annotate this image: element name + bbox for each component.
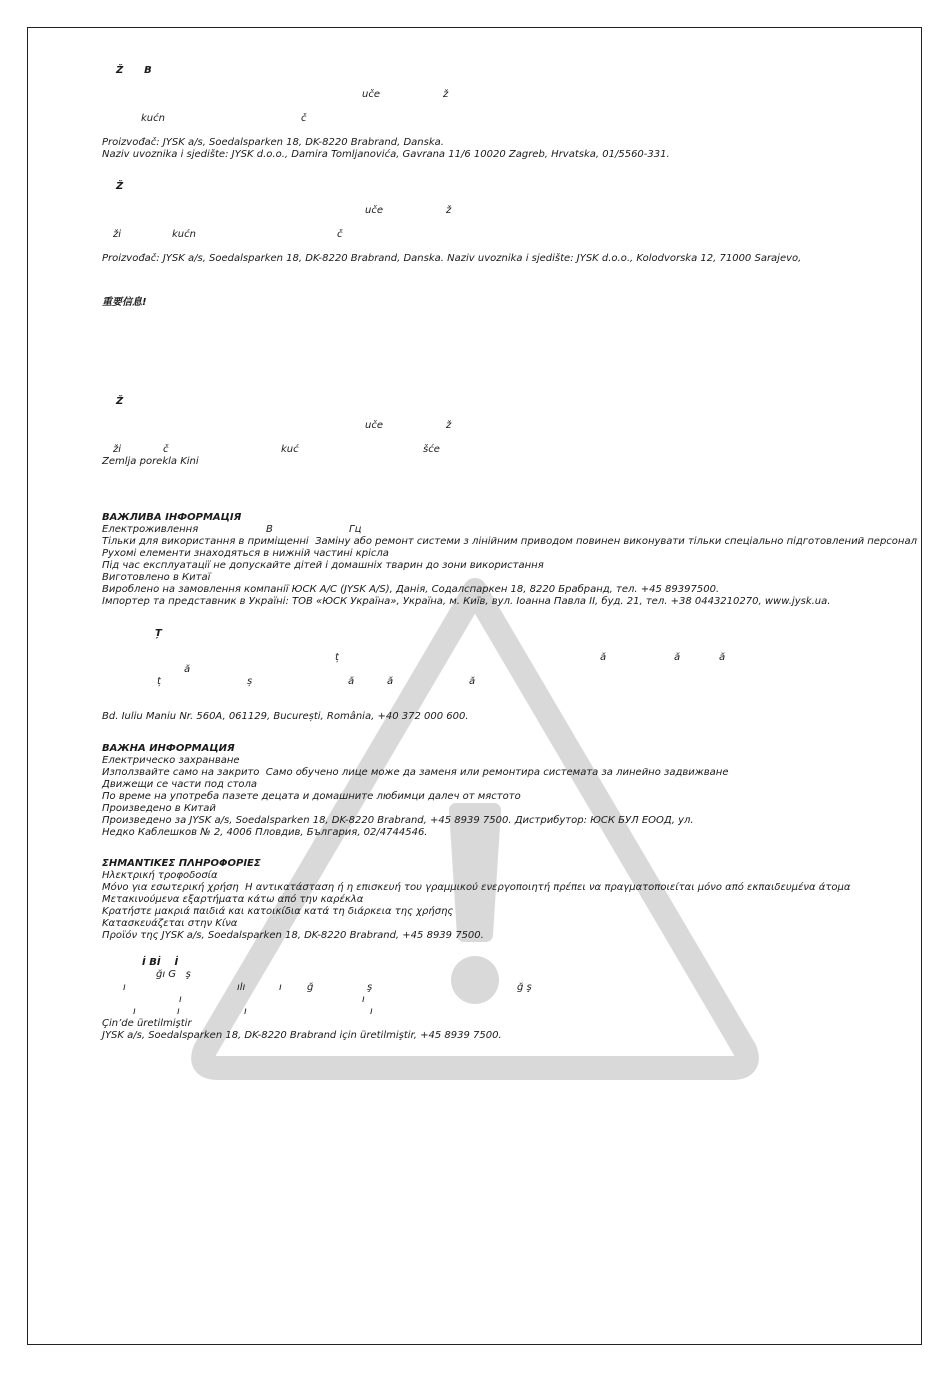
ro-heading: Ț	[155, 628, 162, 639]
el-line: Μόνο για εσωτερική χρήση Η αντικατάσταση ή η επισκευή του γραμμικού ενεργοποιητή πρέπει να πραγματοποιείται μόνο από εκπαιδευμένα άτομα	[102, 882, 851, 893]
el-line: Ηλεκτρική τροφοδοσία	[102, 870, 218, 881]
hr-fragment: ž	[443, 89, 449, 100]
bg-line: Недко Каблешков № 2, 4006 Пловдив, България, 02/4744546.	[102, 827, 428, 838]
bs-fragment: č	[337, 229, 343, 240]
bg-heading: ВАЖНА ИНФОРМАЦИЯ	[102, 743, 235, 754]
uk-line: Імпортер та представник в Україні: ТОВ «ЮСК Україна», Україна, м. Київ, вул. Іоанна Павла II, буд. 21, тел. +38 0443210270, www.jysk.ua.	[102, 596, 831, 607]
el-line: Προϊόν της JYSK a/s, Soedalsparken 18, DK-8220 Brabrand, +45 8939 7500.	[102, 930, 484, 941]
tr-fragment: ğ	[307, 982, 314, 993]
uk-power: Електроживлення	[102, 524, 199, 535]
uk-power-unit: Гц	[349, 524, 362, 535]
tr-fragment: ı	[279, 982, 282, 993]
uk-line: Рухомі елементи знаходяться в нижній частині крісла	[102, 548, 389, 559]
ro-fragment: ă	[348, 676, 355, 687]
ro-fragment: ă	[719, 652, 726, 663]
sr-fragment: kuć	[281, 444, 299, 455]
hr-fragment: uče	[362, 89, 380, 100]
tr-subheading: ğı G ş	[156, 969, 191, 980]
uk-line: Вироблено на замовлення компанії ЮСК А/С (JYSK A/S), Данія, Содалспаркен 18, 8220 Брабранд, тел. +45 89397500.	[102, 584, 720, 595]
tr-fragment: ı	[123, 982, 126, 993]
ro-fragment: ț	[335, 652, 339, 663]
bg-line: По време на употреба пазете децата и домашните любимци далеч от мястото	[102, 791, 521, 802]
zh-heading: 重要信息!	[102, 297, 147, 308]
bg-line: Произведено в Китай	[102, 803, 216, 814]
ro-address: Bd. Iuliu Maniu Nr. 560A, 061129, București, România, +40 372 000 600.	[102, 711, 469, 722]
uk-heading: ВАЖЛИВА ІНФОРМАЦІЯ	[102, 512, 242, 523]
ro-fragment: ă	[184, 664, 191, 675]
sr-fragment: ži	[113, 444, 122, 455]
el-line: Κρατήστε μακριά παιδιά και κατοικίδια κατά τη διάρκεια της χρήσης	[102, 906, 454, 917]
tr-origin: Çin’de üretilmiştir	[102, 1018, 192, 1029]
uk-line: Під час експлуатації не допускайте дітей і домашніх тварин до зони використання	[102, 560, 544, 571]
sr-fragment: ž	[446, 420, 452, 431]
bs-fragment: ži	[113, 229, 122, 240]
bg-line: Произведено за JYSK a/s, Soedalsparken 18, DK-8220 Brabrand, +45 8939 7500. Дистрибутор: ЮСК БУЛ ЕООД, ул.	[102, 815, 694, 826]
bs-fragment: ž	[446, 205, 452, 216]
ro-fragment: ă	[387, 676, 394, 687]
ro-fragment: ă	[469, 676, 476, 687]
uk-line: Тільки для використання в приміщенні Заміну або ремонт системи з лінійним приводом повинен виконувати тільки спеціально підготовлений персонал	[102, 536, 917, 547]
tr-fragment: ı	[133, 1006, 136, 1017]
el-line: Κατασκευάζεται στην Κίνα	[102, 918, 238, 929]
sr-origin: Zemlja porekla Kini	[102, 456, 199, 467]
bs-manufacturer: Proizvođač: JYSK a/s, Soedalsparken 18, DK-8220 Brabrand, Danska. Naziv uvoznika i sjedište: JYSK d.o.o., Kolodvorska 12, 71000 Sarajevo,	[102, 253, 802, 264]
tr-fragment: ı	[244, 1006, 247, 1017]
uk-line: Виготовлено в Китаї	[102, 572, 211, 583]
tr-fragment: ı	[362, 994, 365, 1005]
sr-fragment: šće	[423, 444, 440, 455]
bs-heading: Ž	[116, 181, 124, 192]
tr-fragment: ı	[370, 1006, 373, 1017]
sr-heading: Ž	[116, 396, 124, 407]
tr-fragment: ş	[367, 982, 373, 993]
hr-importer: Naziv uvoznika i sjedište: JYSK d.o.o., Damira Tomljanovića, Gavrana 11/6 10020 Zagreb, Hrvatska, 01/5560-331.	[102, 149, 670, 160]
hr-heading: Ž B	[116, 65, 152, 76]
tr-fragment: ılı	[237, 982, 246, 993]
ro-fragment: ț	[157, 676, 161, 687]
el-heading: ΣΗΜΑΝΤΙΚΕΣ ΠΛΗΡΟΦΟΡΙΕΣ	[102, 858, 261, 869]
bg-line: Използвайте само на закрито Само обучено лице може да заменя или ремонтира системата за линейно задвижване	[102, 767, 729, 778]
bs-fragment: kućn	[172, 229, 196, 240]
bs-fragment: uče	[365, 205, 383, 216]
tr-fragment: ı	[177, 1006, 180, 1017]
uk-power-unit: В	[266, 524, 273, 535]
ro-fragment: ă	[600, 652, 607, 663]
tr-heading: İ Bİ İ	[142, 957, 179, 968]
hr-fragment: kućn	[141, 113, 165, 124]
ro-fragment: ă	[674, 652, 681, 663]
ro-fragment: ș	[247, 676, 253, 687]
bg-line: Движещи се части под стола	[102, 779, 258, 790]
bg-line: Електрическо захранване	[102, 755, 240, 766]
hr-manufacturer: Proizvođač: JYSK a/s, Soedalsparken 18, DK-8220 Brabrand, Danska.	[102, 137, 444, 148]
hr-fragment: č	[301, 113, 307, 124]
sr-fragment: uče	[365, 420, 383, 431]
el-line: Μετακινούμενα εξαρτήματα κάτω από την καρέκλα	[102, 894, 364, 905]
tr-fragment: ı	[179, 994, 182, 1005]
tr-fragment: ğ ş	[517, 982, 532, 993]
sr-fragment: č	[163, 444, 169, 455]
tr-manufacturer: JYSK a/s, Soedalsparken 18, DK-8220 Brabrand için üretilmiştir, +45 8939 7500.	[102, 1030, 502, 1041]
